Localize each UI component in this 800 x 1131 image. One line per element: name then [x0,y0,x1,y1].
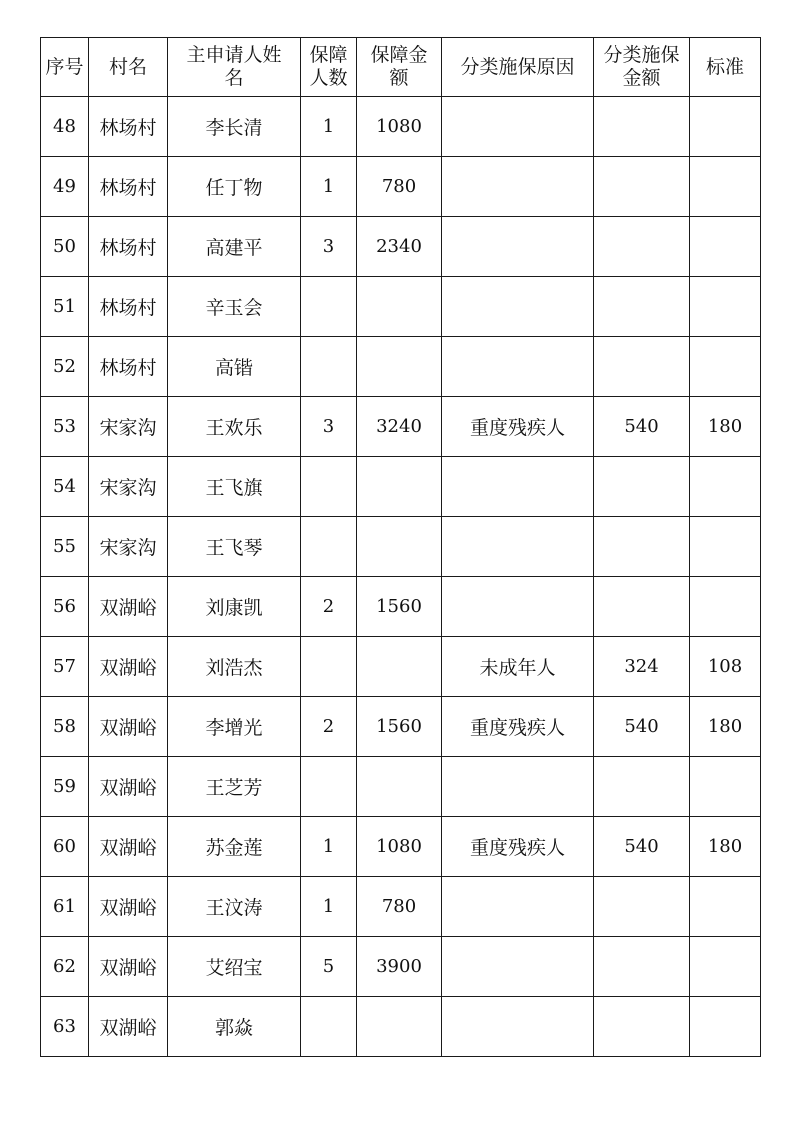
cell-amount [357,757,442,817]
cell-applicant: 苏金莲 [168,817,301,877]
cell-persons [301,997,357,1057]
cell-applicant: 王汶涛 [168,877,301,937]
table-row [41,997,761,1057]
cell-persons: 2 [301,577,357,637]
header-village: 村名 [89,38,168,97]
table-row [41,97,761,157]
cell-village: 双湖峪 [89,817,168,877]
cell-village: 宋家沟 [89,517,168,577]
cell-amount [357,277,442,337]
cell-persons: 3 [301,217,357,277]
cell-class-amount: 540 [594,817,690,877]
cell-seq: 59 [41,757,89,817]
cell-seq: 51 [41,277,89,337]
cell-seq: 61 [41,877,89,937]
table-header [41,38,761,97]
cell-persons [301,457,357,517]
cell-persons: 5 [301,937,357,997]
cell-applicant: 王飞琴 [168,517,301,577]
cell-standard: 180 [690,697,761,757]
cell-seq: 63 [41,997,89,1057]
cell-persons: 1 [301,817,357,877]
cell-seq: 62 [41,937,89,997]
cell-applicant: 王飞旗 [168,457,301,517]
header-persons: 保障人数 [301,38,357,97]
cell-reason [442,217,594,277]
cell-class-amount [594,577,690,637]
header-row [41,38,761,97]
cell-reason: 重度残疾人 [442,697,594,757]
table-row [41,757,761,817]
cell-class-amount [594,997,690,1057]
cell-amount: 1080 [357,817,442,877]
cell-applicant: 王芝芳 [168,757,301,817]
cell-village: 双湖峪 [89,577,168,637]
cell-reason [442,157,594,217]
table-body [41,97,761,1057]
table-row [41,697,761,757]
cell-amount: 1080 [357,97,442,157]
cell-reason [442,517,594,577]
cell-persons [301,637,357,697]
cell-class-amount [594,157,690,217]
cell-village: 林场村 [89,337,168,397]
cell-village: 宋家沟 [89,457,168,517]
cell-village: 双湖峪 [89,757,168,817]
table-row [41,637,761,697]
cell-amount: 1560 [357,577,442,637]
cell-persons [301,757,357,817]
cell-standard [690,157,761,217]
cell-applicant: 刘浩杰 [168,637,301,697]
cell-reason [442,97,594,157]
cell-standard: 108 [690,637,761,697]
cell-class-amount [594,457,690,517]
cell-reason [442,757,594,817]
cell-village: 林场村 [89,217,168,277]
cell-standard [690,217,761,277]
cell-seq: 49 [41,157,89,217]
cell-persons: 3 [301,397,357,457]
cell-amount [357,457,442,517]
assistance-roster-table [40,37,761,1057]
cell-applicant: 刘康凯 [168,577,301,637]
cell-amount: 3900 [357,937,442,997]
cell-persons: 1 [301,157,357,217]
cell-amount: 780 [357,877,442,937]
table-row [41,817,761,877]
cell-seq: 50 [41,217,89,277]
cell-applicant: 王欢乐 [168,397,301,457]
cell-class-amount [594,757,690,817]
cell-standard [690,337,761,397]
cell-standard: 180 [690,817,761,877]
cell-applicant: 高锴 [168,337,301,397]
cell-amount [357,997,442,1057]
table-row [41,877,761,937]
cell-village: 双湖峪 [89,877,168,937]
cell-amount: 780 [357,157,442,217]
table-row [41,337,761,397]
header-seq: 序号 [41,38,89,97]
cell-reason [442,577,594,637]
cell-seq: 57 [41,637,89,697]
cell-applicant: 辛玉会 [168,277,301,337]
header-reason: 分类施保原因 [442,38,594,97]
cell-persons [301,517,357,577]
cell-amount [357,337,442,397]
table-row [41,157,761,217]
table-row [41,277,761,337]
cell-reason [442,277,594,337]
cell-amount: 3240 [357,397,442,457]
cell-applicant: 郭焱 [168,997,301,1057]
cell-class-amount: 324 [594,637,690,697]
cell-class-amount [594,517,690,577]
header-applicant: 主申请人姓名 [168,38,301,97]
cell-standard [690,97,761,157]
cell-persons: 2 [301,697,357,757]
cell-applicant: 李增光 [168,697,301,757]
cell-seq: 52 [41,337,89,397]
cell-standard [690,937,761,997]
cell-village: 林场村 [89,157,168,217]
cell-seq: 60 [41,817,89,877]
cell-applicant: 任丁物 [168,157,301,217]
cell-seq: 48 [41,97,89,157]
cell-class-amount [594,277,690,337]
cell-class-amount [594,217,690,277]
cell-standard [690,517,761,577]
cell-village: 林场村 [89,277,168,337]
header-standard: 标准 [690,38,761,97]
table-row [41,517,761,577]
table-row [41,217,761,277]
table-row [41,397,761,457]
cell-standard: 180 [690,397,761,457]
cell-class-amount: 540 [594,397,690,457]
cell-village: 双湖峪 [89,637,168,697]
cell-reason: 重度残疾人 [442,397,594,457]
cell-village: 双湖峪 [89,997,168,1057]
cell-seq: 56 [41,577,89,637]
cell-standard [690,997,761,1057]
cell-village: 林场村 [89,97,168,157]
cell-reason: 重度残疾人 [442,817,594,877]
header-class-amount: 分类施保金额 [594,38,690,97]
cell-reason: 未成年人 [442,637,594,697]
table-row [41,937,761,997]
cell-applicant: 艾绍宝 [168,937,301,997]
table-row [41,577,761,637]
cell-standard [690,577,761,637]
cell-standard [690,877,761,937]
cell-amount: 2340 [357,217,442,277]
cell-persons: 1 [301,97,357,157]
cell-reason [442,337,594,397]
cell-seq: 58 [41,697,89,757]
cell-amount: 1560 [357,697,442,757]
cell-village: 双湖峪 [89,937,168,997]
cell-class-amount: 540 [594,697,690,757]
cell-class-amount [594,97,690,157]
cell-reason [442,937,594,997]
cell-amount [357,517,442,577]
cell-reason [442,877,594,937]
cell-applicant: 李长清 [168,97,301,157]
cell-seq: 54 [41,457,89,517]
header-amount: 保障金额 [357,38,442,97]
cell-reason [442,457,594,517]
cell-persons [301,277,357,337]
cell-persons [301,337,357,397]
cell-seq: 55 [41,517,89,577]
cell-standard [690,277,761,337]
cell-reason [442,997,594,1057]
cell-class-amount [594,937,690,997]
table-row [41,457,761,517]
cell-village: 双湖峪 [89,697,168,757]
cell-class-amount [594,877,690,937]
cell-seq: 53 [41,397,89,457]
cell-standard [690,457,761,517]
cell-applicant: 高建平 [168,217,301,277]
cell-class-amount [594,337,690,397]
cell-village: 宋家沟 [89,397,168,457]
cell-persons: 1 [301,877,357,937]
cell-amount [357,637,442,697]
cell-standard [690,757,761,817]
